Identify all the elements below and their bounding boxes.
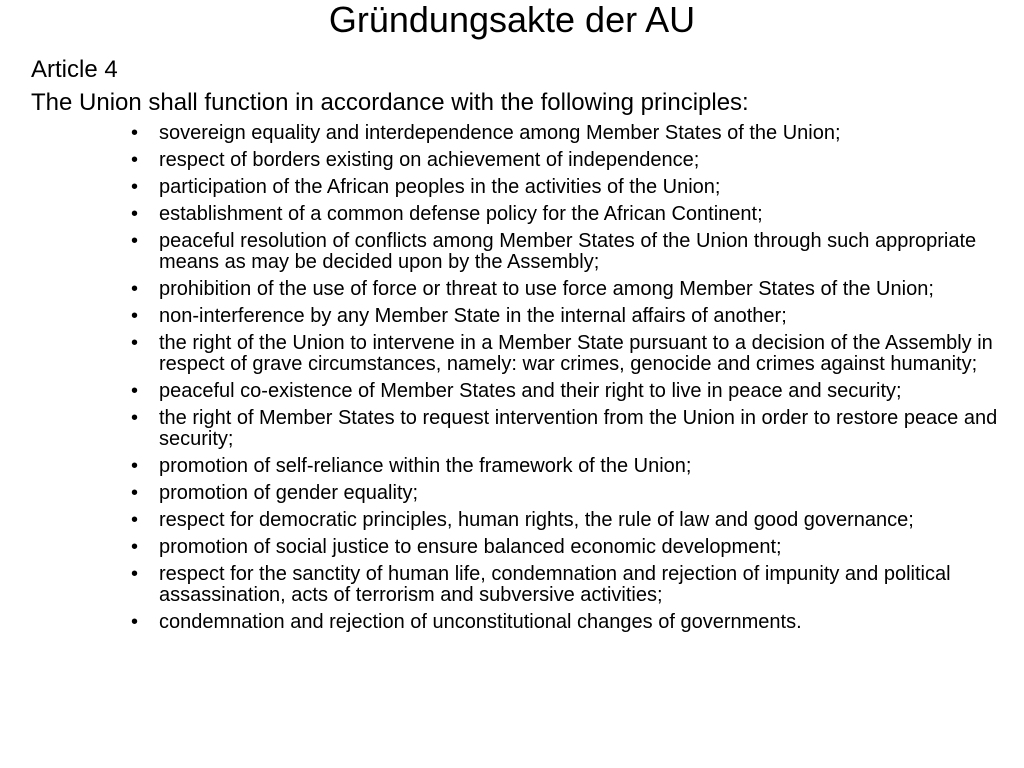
principle-item (131, 306, 1011, 327)
bullet-glyph: • (131, 149, 139, 171)
principle-text: peaceful co-existence of Member States and their right to live in peace and security; (159, 380, 902, 402)
principle-text: respect for the sanctity of human life, condemnation and rejection of impunity and political assassination, acts of terrorism and subversive activities; (159, 563, 951, 606)
principle-item (131, 381, 1011, 402)
principle-item (131, 333, 1011, 375)
intro-text: The Union shall function in accordance with the following principles: (31, 89, 749, 116)
principle-item (131, 564, 1011, 606)
principles-list (131, 123, 1011, 639)
principle-text: condemnation and rejection of unconstitutional changes of governments. (159, 611, 802, 633)
principle-item (131, 204, 1011, 225)
principle-item (131, 231, 1011, 273)
principle-text: promotion of social justice to ensure balanced economic development; (159, 536, 782, 558)
principle-text: promotion of self-reliance within the framework of the Union; (159, 455, 692, 477)
bullet-glyph: • (131, 563, 139, 585)
principle-text: sovereign equality and interdependence among Member States of the Union; (159, 122, 841, 144)
bullet-glyph: • (131, 230, 139, 252)
slide-title: Gründungsakte der AU (328, 0, 696, 40)
principle-item (131, 408, 1011, 450)
principle-item (131, 150, 1011, 171)
bullet-glyph: • (131, 455, 139, 477)
bullet-glyph: • (131, 278, 139, 300)
principle-text: the right of the Union to intervene in a Member State pursuant to a decision of the Assembly in respect of grave circumstances, namely: war crimes, genocide and crimes against humanity; (159, 332, 993, 375)
principle-item (131, 456, 1011, 477)
bullet-glyph: • (131, 176, 139, 198)
principle-item (131, 279, 1011, 300)
principle-text: peaceful resolution of conflicts among Member States of the Union through such appropriate means as may be decided upon by the Assembly; (159, 230, 977, 273)
principle-text: establishment of a common defense policy for the African Continent; (159, 203, 763, 225)
principle-item (131, 123, 1011, 144)
bullet-glyph: • (131, 407, 139, 429)
bullet-glyph: • (131, 611, 139, 633)
principle-item (131, 510, 1011, 531)
bullet-glyph: • (131, 332, 139, 354)
principle-item (131, 483, 1011, 504)
principle-text: prohibition of the use of force or threat to use force among Member States of the Union; (159, 278, 934, 300)
bullet-glyph: • (131, 122, 139, 144)
principle-item (131, 537, 1011, 558)
bullet-glyph: • (131, 305, 139, 327)
article-heading: Article 4 (31, 56, 118, 83)
bullet-glyph: • (131, 380, 139, 402)
principle-text: non-interference by any Member State in the internal affairs of another; (159, 305, 787, 327)
bullet-glyph: • (131, 203, 139, 225)
bullet-glyph: • (131, 482, 139, 504)
principle-text: respect for democratic principles, human rights, the rule of law and good governance; (159, 509, 914, 531)
bullet-glyph: • (131, 536, 139, 558)
principle-text: the right of Member States to request intervention from the Union in order to restore peace and security; (159, 407, 998, 450)
principle-item (131, 612, 1011, 633)
principle-item (131, 177, 1011, 198)
principle-text: promotion of gender equality; (159, 482, 419, 504)
principle-text: participation of the African peoples in the activities of the Union; (159, 176, 721, 198)
principle-text: respect of borders existing on achievement of independence; (159, 149, 700, 171)
bullet-glyph: • (131, 509, 139, 531)
